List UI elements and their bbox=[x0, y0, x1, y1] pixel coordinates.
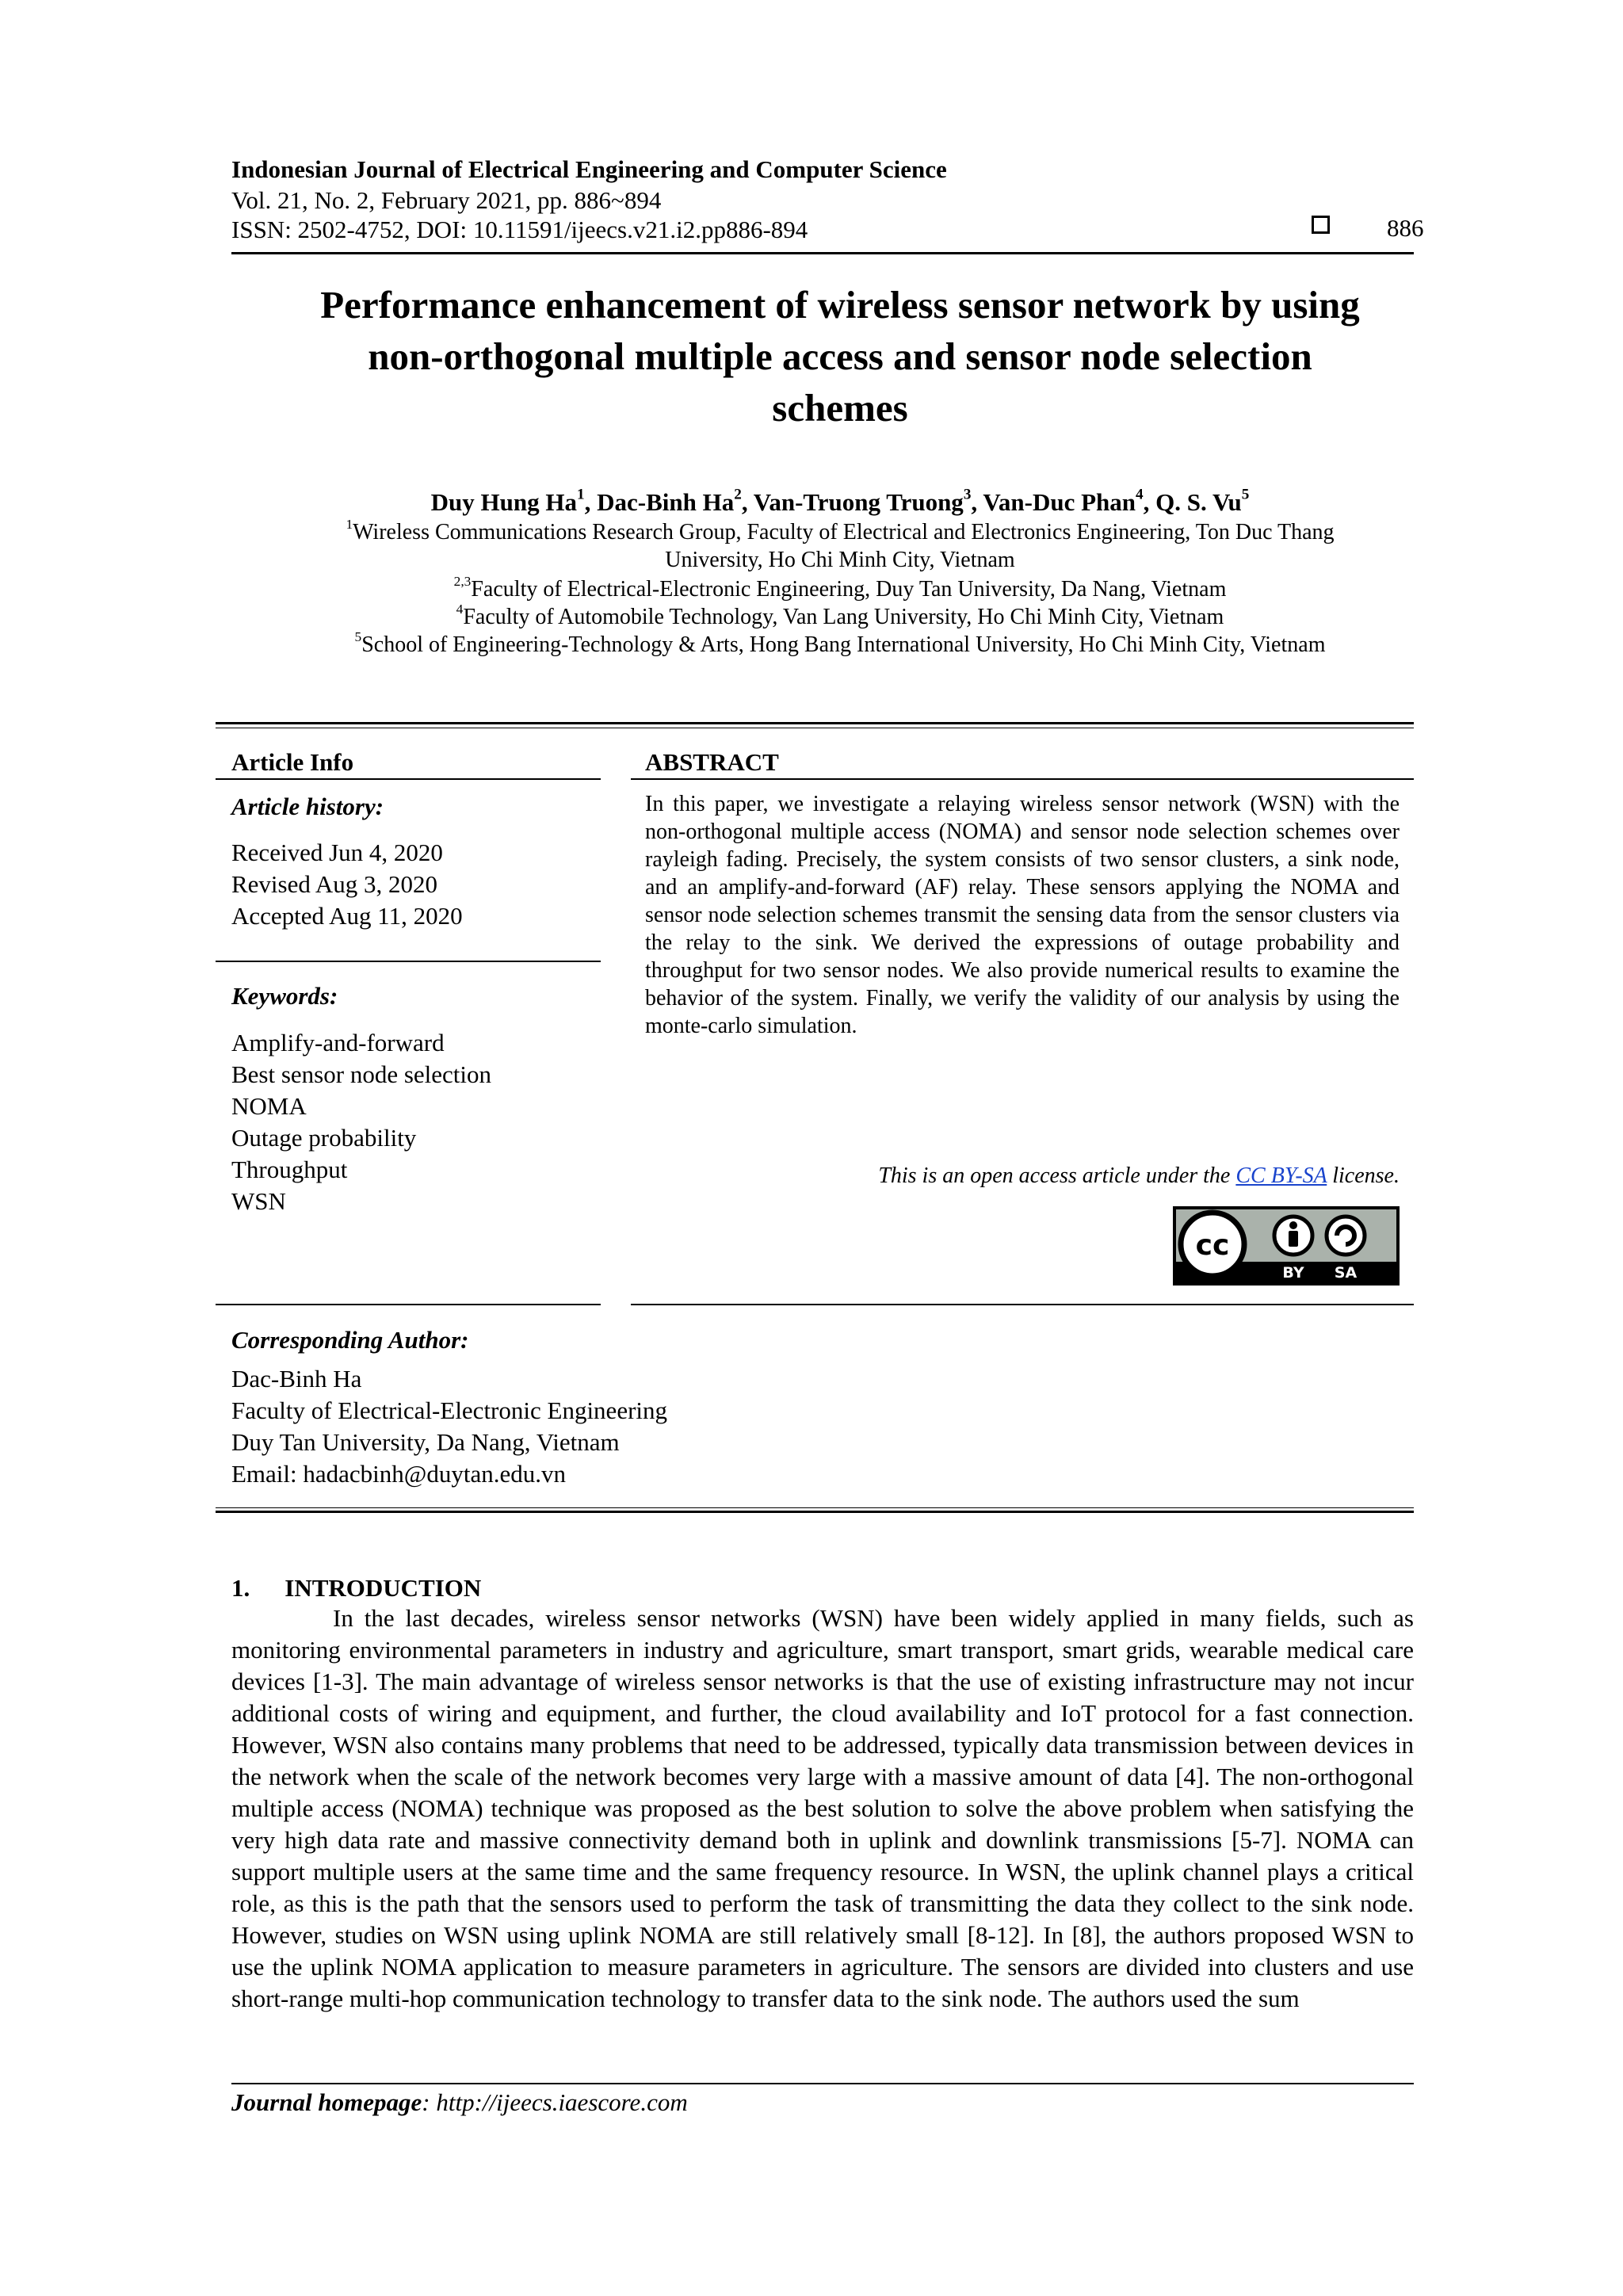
affil-mark: 5 bbox=[354, 628, 362, 644]
info-box-top-rule bbox=[216, 722, 1414, 724]
article-history-heading: Article history: bbox=[231, 793, 384, 820]
affil-text: School of Engineering-Technology & Arts, Hong Bang International University, Ho Chi Minh City, Vietnam bbox=[361, 632, 1326, 657]
affil-text: Faculty of Automobile Technology, Van Lang University, Ho Chi Minh City, Vietnam bbox=[463, 605, 1224, 629]
license-suffix: license. bbox=[1327, 1163, 1400, 1188]
corresponding-university: Duy Tan University, Da Nang, Vietnam bbox=[231, 1428, 620, 1456]
article-history-list bbox=[231, 837, 463, 932]
author-separator: , bbox=[971, 488, 983, 516]
keyword-item: Best sensor node selection bbox=[231, 1060, 492, 1088]
affiliation-4 bbox=[238, 628, 1442, 659]
corresponding-heading: Corresponding Author: bbox=[231, 1326, 469, 1354]
affiliation-1 bbox=[238, 518, 1442, 574]
article-info-rule bbox=[216, 778, 601, 780]
journal-name: Indonesian Journal of Electrical Engineering and Computer Science bbox=[231, 155, 947, 183]
title-line: non-orthogonal multiple access and sensor node selection bbox=[368, 334, 1312, 378]
cc-by-sa-badge-icon[interactable] bbox=[1173, 1206, 1400, 1286]
keyword-item: NOMA bbox=[231, 1092, 307, 1120]
article-info-heading: Article Info bbox=[231, 748, 354, 776]
license-prefix: This is an open access article under the bbox=[878, 1163, 1236, 1188]
by-label: BY bbox=[1282, 1264, 1304, 1282]
author-name: Duy Hung Ha bbox=[430, 488, 577, 516]
box-bullet-icon bbox=[1312, 216, 1330, 234]
corresponding-email: Email: hadacbinh@duytan.edu.vn bbox=[231, 1460, 566, 1488]
abstract-rule bbox=[631, 778, 1414, 780]
journal-homepage bbox=[231, 2088, 688, 2117]
affil-mark: 2,3 bbox=[453, 573, 472, 589]
history-revised: Revised Aug 3, 2020 bbox=[231, 870, 438, 898]
affil-mark: 1 bbox=[346, 516, 353, 532]
keywords-rule bbox=[216, 961, 601, 962]
section-number: 1. bbox=[231, 1574, 250, 1602]
introduction-body bbox=[231, 1603, 1414, 2015]
page-number: 886 bbox=[1387, 214, 1424, 242]
author-affil-mark: 3 bbox=[963, 486, 972, 503]
volume-line: Vol. 21, No. 2, February 2021, pp. 886~894 bbox=[231, 186, 662, 214]
section-title: INTRODUCTION bbox=[285, 1574, 482, 1602]
affil-mark: 4 bbox=[456, 601, 464, 617]
author-name: Q. S. Vu bbox=[1155, 488, 1242, 516]
author-affil-mark: 5 bbox=[1241, 486, 1250, 503]
corresponding-details bbox=[231, 1363, 667, 1490]
author-separator: , bbox=[741, 488, 754, 516]
title-line: Performance enhancement of wireless sensor network by using bbox=[320, 283, 1360, 327]
history-received: Received Jun 4, 2020 bbox=[231, 839, 443, 866]
abstract-bottom-rule bbox=[631, 1304, 1414, 1305]
footer-rule bbox=[231, 2083, 1414, 2084]
cc-mark: cc bbox=[1195, 1229, 1230, 1262]
header-rule bbox=[231, 252, 1414, 254]
history-accepted: Accepted Aug 11, 2020 bbox=[231, 902, 463, 930]
license-link[interactable]: CC BY-SA bbox=[1235, 1163, 1327, 1188]
keyword-item: WSN bbox=[231, 1187, 286, 1215]
paper-title bbox=[198, 279, 1482, 434]
title-line: schemes bbox=[772, 386, 908, 430]
affiliation-3 bbox=[238, 603, 1442, 631]
abstract-heading: ABSTRACT bbox=[645, 748, 779, 776]
author-list bbox=[231, 488, 1449, 517]
article-info-bottom-rule bbox=[216, 1304, 601, 1305]
introduction-paragraph: In the last decades, wireless sensor networks (WSN) have been widely applied in many fields, such as monitoring environmental parameters in industry and agriculture, smart transport, smart grids, wearable medical care devices [1-3]. The main advantage of wireless sensor networks is that the use of existing infrastructure may not incur additional costs of wiring and equipment, and further, the cloud availability and IoT protocol for a fast connection. However, WSN also contains many problems that need to be addressed, typically data transmission between devices in the network when the scale of the network becomes very large with a massive amount of data [4]. The non-orthogonal multiple access (NOMA) technique was proposed as the best solution to solve the above problem when satisfying the very high data rate and massive connectivity demand both in uplink and downlink transmissions [5-7]. NOMA can support multiple users at the same time and the same frequency resource. In WSN, the uplink channel plays a critical role, as this is the path that the sensors used to perform the task of transmitting the data they collect to the sink node. However, studies on WSN using uplink NOMA are still relatively small [8-12]. In [8], the authors proposed WSN to use the uplink NOMA application to measure parameters in agriculture. The sensors are divided into clusters and use short-range multi-hop communication technology to transfer data to the sink node. The authors used the sum bbox=[231, 1604, 1414, 2012]
affil-text: University, Ho Chi Minh City, Vietnam bbox=[665, 548, 1015, 572]
keyword-item: Throughput bbox=[231, 1156, 348, 1183]
homepage-label: Journal homepage bbox=[231, 2088, 422, 2116]
affil-text: Wireless Communications Research Group, Faculty of Electrical and Electronics Engineering, Ton Duc Thang bbox=[353, 520, 1335, 544]
author-name: Dac-Binh Ha bbox=[597, 488, 735, 516]
abstract-text: In this paper, we investigate a relaying wireless sensor network (WSN) with the non-orthogonal multiple access (NOMA) and sensor node selection schemes over rayleigh fading. Precisely, the system consists of two sensor clusters, a sink node, and an amplify-and-forward (AF) relay. These sensors applying the NOMA and sensor node selection schemes transmit the sensing data from the sensor clusters via the relay to the sink. We derived the expressions of outage probability and throughput for two sensor nodes. We also provide numerical results to examine the behavior of the system. Finally, we verify the validity of our analysis by using the monte-carlo simulation. bbox=[645, 792, 1400, 1038]
keywords-heading: Keywords: bbox=[231, 982, 338, 1010]
author-name: Van-Duc Phan bbox=[983, 488, 1136, 516]
affil-text: Faculty of Electrical-Electronic Engineering, Duy Tan University, Da Nang, Vietnam bbox=[471, 577, 1227, 602]
keywords-list bbox=[231, 1027, 491, 1217]
author-separator: , bbox=[1143, 488, 1156, 516]
author-name: Van-Truong Truong bbox=[753, 488, 964, 516]
homepage-url: : http://ijeecs.iaescore.com bbox=[422, 2088, 688, 2116]
issn-doi-line: ISSN: 2502-4752, DOI: 10.11591/ijeecs.v21.i2.pp886-894 bbox=[231, 216, 808, 243]
keyword-item: Outage probability bbox=[231, 1124, 417, 1152]
author-separator: , bbox=[584, 488, 598, 516]
license-line bbox=[792, 1162, 1400, 1190]
corresponding-name: Dac-Binh Ha bbox=[231, 1365, 362, 1392]
author-affil-mark: 4 bbox=[1136, 486, 1144, 503]
sa-label: SA bbox=[1334, 1264, 1358, 1282]
info-box-bottom-rule bbox=[216, 1511, 1414, 1513]
info-box-bottom-rule-thin bbox=[216, 1507, 1414, 1508]
corresponding-faculty: Faculty of Electrical-Electronic Engineering bbox=[231, 1396, 668, 1424]
section-heading-introduction bbox=[231, 1574, 481, 1603]
author-affil-mark: 1 bbox=[577, 486, 585, 503]
keyword-item: Amplify-and-forward bbox=[231, 1029, 445, 1056]
author-affil-mark: 2 bbox=[734, 486, 742, 503]
affiliation-2 bbox=[238, 575, 1442, 603]
